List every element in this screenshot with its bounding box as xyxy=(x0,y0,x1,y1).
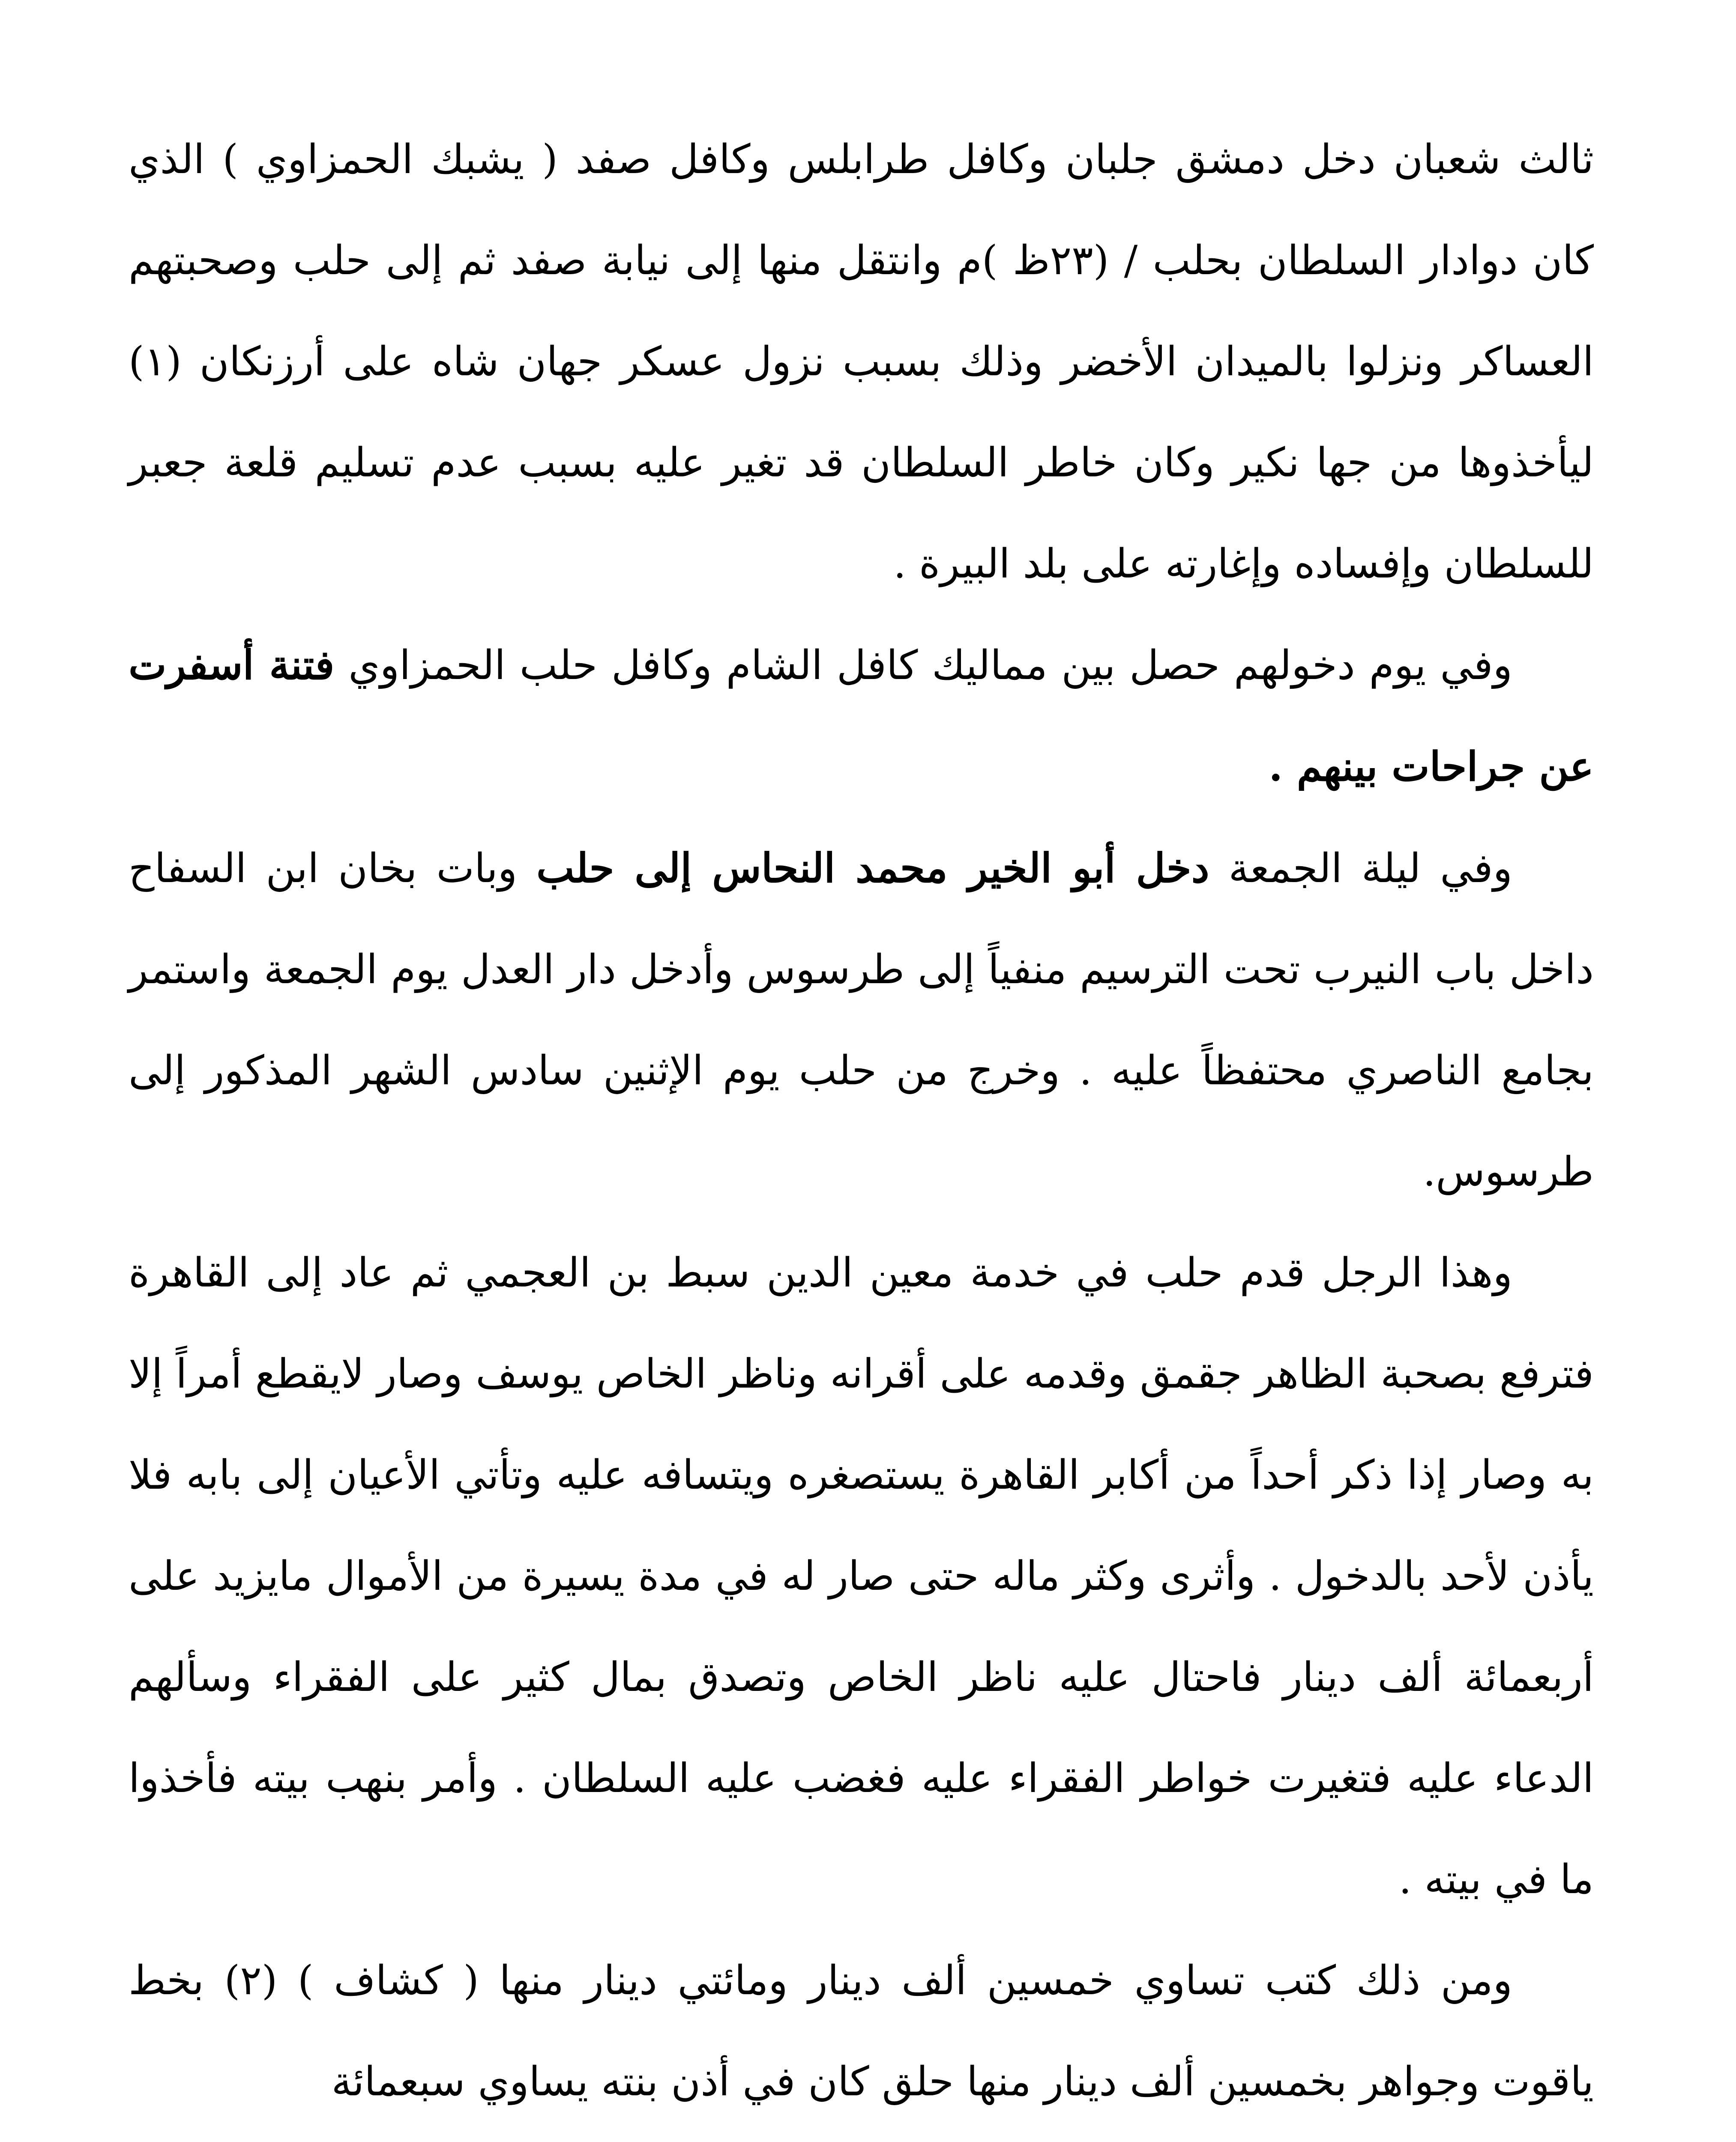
paragraph-4-text: وهذا الرجل قدم حلب في خدمة معين الدين سبط بن العجمي ثم عاد إلى القاهرة فترفع بصحبة الظاهر جقمق وقدمه على أقرانه وناظر الخاص يوسف وصار لايقطع أمراً إلا به وصار إذا ذكر أحداً من أكابر القاهرة يستصغره ويتسافه عليه وتأتي الأعيان إلى بابه فلا يأذن لأحد بالدخول . وأثرى وكثر ماله حتى صار له في مدة يسيرة من الأموال مايزيد على أربعمائة ألف دينار فاحتال عليه ناظر الخاص وتصدق بمال كثير على الفقراء وسألهم الدعاء عليه فتغيرت خواطر الفقراء عليه فغضب عليه السلطان . وأمر بنهب بيته فأخذوا ما في بيته . xyxy=(129,1250,1594,1903)
body-text xyxy=(129,109,1594,2133)
paragraph-3-text-start: وفي ليلة الجمعة xyxy=(1209,845,1512,892)
paragraph-3-text-end: وبات بخان ابن السفاح داخل باب النيرب تحت الترسيم منفياً إلى طرسوس وأدخل دار العدل يوم الجمعة واستمر بجامع الناصري محتفظاً عليه . وخرج من حلب يوم الإثنين سادس الشهر المذكور إلى طرسوس. xyxy=(129,845,1594,1195)
paragraph-1 xyxy=(129,109,1594,615)
paragraph-4 xyxy=(129,1223,1594,1930)
paragraph-2 xyxy=(129,615,1594,818)
paragraph-2-text: وفي يوم دخولهم حصل بين مماليك كافل الشام وكافل حلب الحمزاوي xyxy=(334,642,1512,689)
paragraph-1-text: ثالث شعبان دخل دمشق جلبان وكافل طرابلس وكافل صفد ( يشبك الحمزاوي ) الذي كان دوادار السلطان بحلب / (٢٣ظ )م وانتقل منها إلى نيابة صفد ثم إلى حلب وصحبتهم العساكر ونزلوا بالميدان الأخضر وذلك بسبب نزول عسكر جهان شاه على أرزنكان (١) ليأخذوها من جها نكير وكان خاطر السلطان قد تغير عليه بسبب عدم تسليم قلعة جعبر للسلطان وإفساده وإغارته على بلد البيرة . xyxy=(129,136,1594,587)
paragraph-3-bold-text: دخل أبو الخير محمد النحاس إلى حلب xyxy=(536,845,1209,892)
paragraph-3 xyxy=(129,818,1594,1223)
paragraph-2-bold-text: فتنة أسفرت عن جراحات بينهم . xyxy=(129,642,1594,790)
paragraph-5-text: ومن ذلك كتب تساوي خمسين ألف دينار ومائتي دينار منها ( كشاف ) (٢) بخط ياقوت وجواهر بخمسين ألف دينار منها حلق كان في أذن بنته يساوي سبعمائة xyxy=(129,1957,1594,2105)
paragraph-5 xyxy=(129,1930,1594,2133)
